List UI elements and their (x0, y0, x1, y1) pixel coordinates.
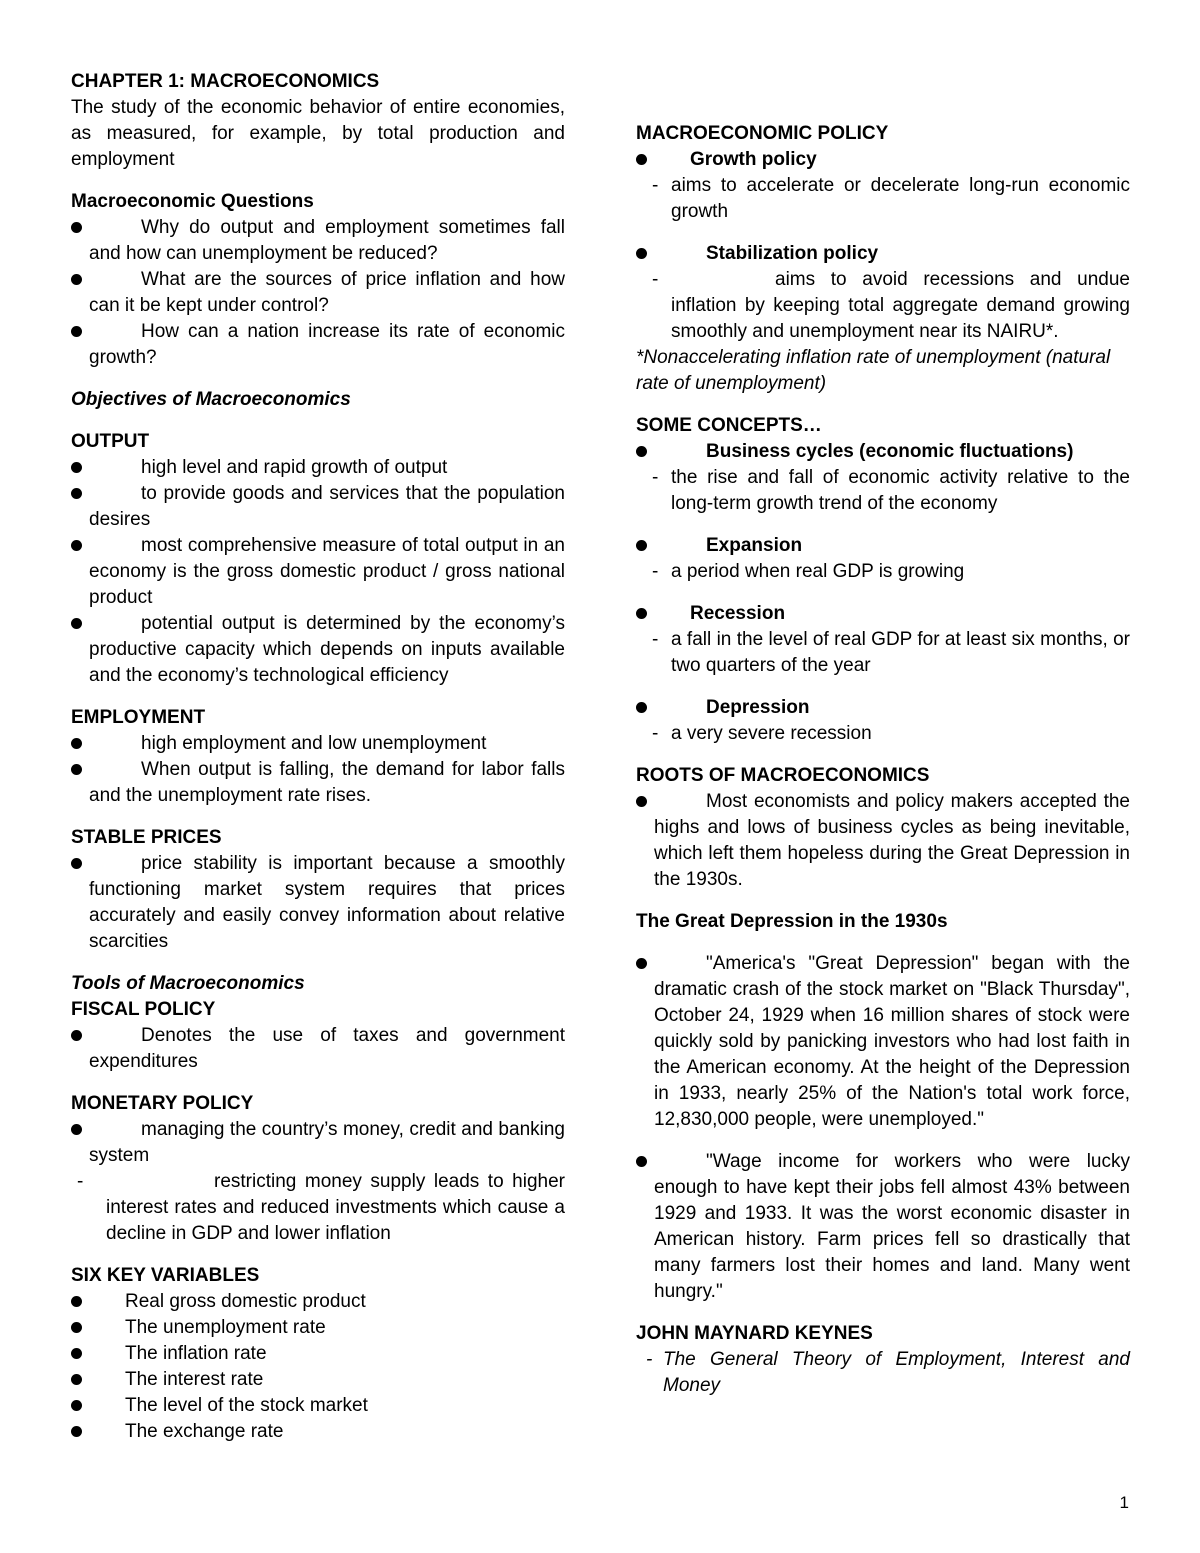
dash-marker: - (652, 723, 659, 744)
list-item: "America's "Great Depression" began with the dramatic crash of the stock market on "Black Thursday", October 24, 1929 when 16 million shares of stock were quickly sold by panicking investors who had lost faith in the American economy. At the height of the Depression in 1933, nearly 25% of the Nation's total work force, 12,830,000 people, were unemployed." (636, 951, 1130, 1133)
questions-heading: Macroeconomic Questions (71, 191, 314, 212)
bullet-icon (71, 222, 82, 233)
stable-prices-heading: STABLE PRICES (71, 827, 222, 848)
dash-item: - aims to accelerate or decelerate long-run economic growth (652, 175, 1130, 222)
list-item: to provide goods and services that the population desires (71, 481, 565, 533)
policy-heading: MACROECONOMIC POLICY (636, 123, 889, 144)
dash-item: - aims to avoid recessions and undue inflation by keeping total aggregate demand growing smoothly and unemployment near its NAIRU*. (652, 269, 1130, 342)
bullet-icon (636, 446, 647, 457)
output-heading: OUTPUT (71, 431, 150, 452)
bullet-icon (636, 608, 647, 619)
page-number: 1 (1119, 1493, 1129, 1512)
list-item: Depression (636, 695, 1130, 721)
list-item: Why do output and employment sometimes fall and how can unemployment be reduced? (71, 215, 565, 267)
dash-item: - a very severe recession (636, 721, 1130, 747)
list-item: high employment and low unemployment (71, 731, 565, 757)
left-column (71, 69, 565, 1445)
list-item: Business cycles (economic fluctuations) (636, 439, 1130, 465)
bullet-icon (636, 1156, 647, 1167)
fiscal-heading: FISCAL POLICY (71, 999, 216, 1020)
bullet-icon (71, 764, 82, 775)
list-item: price stability is important because a smoothly functioning market system requires that prices accurately and easily convey information about relative scarcities (71, 851, 565, 955)
bullet-icon (71, 1124, 82, 1135)
list-item: What are the sources of price inflation and how can it be kept under control? (71, 267, 565, 319)
bullet-icon (71, 274, 82, 285)
bullet-icon (636, 796, 647, 807)
concepts-heading: SOME CONCEPTS… (636, 415, 822, 436)
dash-item: - a fall in the level of real GDP for at least six months, or two quarters of the year (652, 629, 1130, 676)
dash-marker: - (646, 1349, 653, 1370)
bullet-icon (71, 462, 82, 473)
bullet-icon (71, 1322, 82, 1333)
six-variables-heading: SIX KEY VARIABLES (71, 1265, 260, 1286)
keynes-heading: JOHN MAYNARD KEYNES (636, 1323, 873, 1344)
bullet-icon (71, 1296, 82, 1307)
bullet-icon (71, 1426, 82, 1437)
list-item: "Wage income for workers who were lucky enough to have kept their jobs fell almost 43% between 1929 and 1933. It was the worst economic disaster in American history. Farm prices fell so drastically that many farmers lost their homes and land. Many went hungry." (636, 1149, 1130, 1305)
tools-heading: Tools of Macroeconomics (71, 973, 305, 994)
dash-item: - The General Theory of Employment, Interest and Money (646, 1349, 1130, 1396)
list-item: The level of the stock market (71, 1393, 565, 1419)
chapter-title: CHAPTER 1: MACROECONOMICS (71, 71, 380, 92)
dash-item: - a period when real GDP is growing (636, 559, 1130, 585)
list-item: potential output is determined by the economy’s productive capacity which depends on inputs available and the economy’s technological efficiency (71, 611, 565, 689)
dash-marker: - (77, 1171, 84, 1192)
roots-heading: ROOTS OF MACROECONOMICS (636, 765, 930, 786)
bullet-icon (636, 958, 647, 969)
list-item: The exchange rate (71, 1419, 565, 1445)
list-item: Denotes the use of taxes and government expenditures (71, 1023, 565, 1075)
list-item: The unemployment rate (71, 1315, 565, 1341)
bullet-icon (71, 488, 82, 499)
bullet-icon (636, 540, 647, 551)
bullet-icon (636, 702, 647, 713)
bullet-icon (71, 1400, 82, 1411)
list-item: When output is falling, the demand for labor falls and the unemployment rate rises. (71, 757, 565, 809)
monetary-heading: MONETARY POLICY (71, 1093, 254, 1114)
list-item: The interest rate (71, 1367, 565, 1393)
bullet-icon (636, 154, 647, 165)
nairu-note: *Nonaccelerating inflation rate of unemployment (natural rate of unemployment) (636, 347, 1111, 394)
list-item: Expansion (636, 533, 1130, 559)
list-item: Growth policy (636, 147, 1130, 173)
right-column (636, 121, 1130, 1399)
great-depression-heading: The Great Depression in the 1930s (636, 911, 948, 932)
bullet-icon (71, 618, 82, 629)
list-item: How can a nation increase its rate of economic growth? (71, 319, 565, 371)
list-item: Stabilization policy (636, 241, 1130, 267)
bullet-icon (71, 1348, 82, 1359)
list-item: most comprehensive measure of total output in an economy is the gross domestic product / gross national product (71, 533, 565, 611)
dash-marker: - (652, 629, 659, 650)
bullet-icon (636, 248, 647, 259)
intro-text: The study of the economic behavior of entire economies, as measured, for example, by total production and employment (71, 97, 565, 170)
bullet-icon (71, 858, 82, 869)
dash-marker: - (652, 269, 659, 290)
dash-marker: - (652, 561, 659, 582)
dash-item: - the rise and fall of economic activity relative to the long-term growth trend of the economy (652, 467, 1130, 514)
objectives-heading: Objectives of Macroeconomics (71, 389, 351, 410)
dash-marker: - (652, 175, 659, 196)
list-item: The inflation rate (71, 1341, 565, 1367)
bullet-icon (71, 1030, 82, 1041)
bullet-icon (71, 326, 82, 337)
bullet-icon (71, 738, 82, 749)
list-item: Recession (636, 601, 1130, 627)
list-item: Most economists and policy makers accepted the highs and lows of business cycles as being inevitable, which left them hopeless during the Great Depression in the 1930s. (636, 789, 1130, 893)
dash-item: - restricting money supply leads to higher interest rates and reduced investments which cause a decline in GDP and lower inflation (77, 1171, 565, 1244)
bullet-icon (71, 540, 82, 551)
bullet-icon (71, 1374, 82, 1385)
list-item: Real gross domestic product (71, 1289, 565, 1315)
list-item: high level and rapid growth of output (71, 455, 565, 481)
list-item: managing the country’s money, credit and banking system (71, 1117, 565, 1169)
employment-heading: EMPLOYMENT (71, 707, 206, 728)
dash-marker: - (652, 467, 659, 488)
